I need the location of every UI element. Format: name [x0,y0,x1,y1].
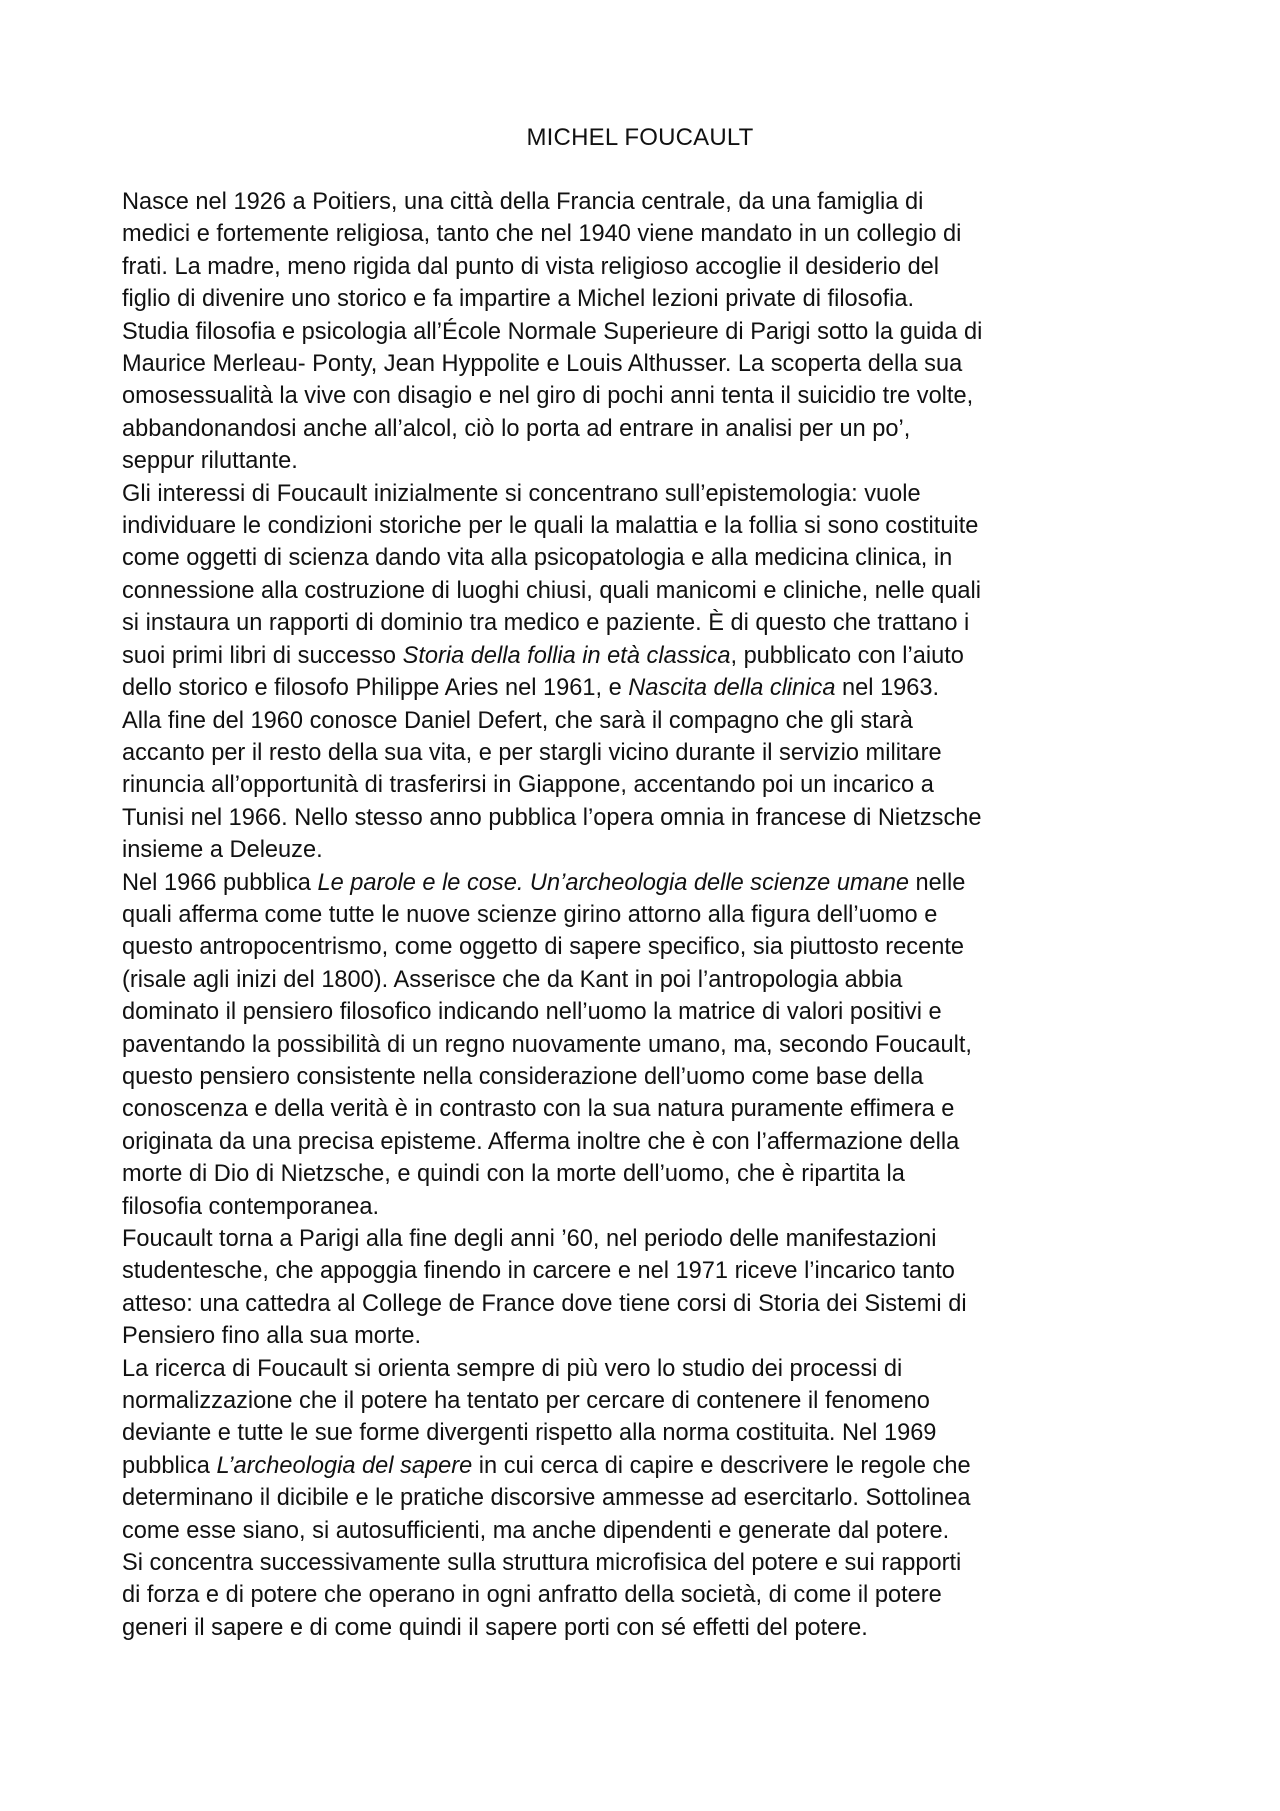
text-segment: Maurice Merleau- Ponty, Jean Hyppolite e Louis Althusser. La scoperta della sua [122,351,963,378]
text-segment: quali afferma come tutte le nuove scienze girino attorno alla figura dell’uomo e [122,901,938,928]
book-title: Storia della follia in età classica [402,642,731,669]
text-segment: generi il sapere e di come quindi il sapere porti con sé effetti del potere. [122,1614,868,1641]
text-line [122,1061,1170,1093]
text-segment: La ricerca di Foucault si orienta sempre di più vero lo studio dei processi di [122,1355,903,1382]
text-segment: Alla fine del 1960 conosce Daniel Defert, che sarà il compagno che gli starà [122,707,913,734]
text-line [122,1255,1170,1287]
text-line [122,1093,1170,1125]
text-line [122,1191,1170,1223]
text-segment: Pensiero fino alla sua morte. [122,1323,422,1350]
text-line [122,218,1170,250]
text-segment: abbandonandosi anche all’alcol, ciò lo porta ad entrare in analisi per un po’, [122,415,911,442]
text-segment: questo pensiero consistente nella considerazione dell’uomo come base della [122,1063,924,1090]
text-segment: insieme a Deleuze. [122,837,323,864]
text-line [122,1579,1170,1611]
text-line [122,931,1170,963]
text-line [122,1029,1170,1061]
text-segment: accanto per il resto della sua vita, e per stargli vicino durante il servizio militare [122,739,942,766]
text-segment: si instaura un rapporti di dominio tra medico e paziente. È di questo che trattano i [122,610,970,637]
text-line [122,251,1170,283]
text-line [122,1385,1170,1417]
text-line [122,996,1170,1028]
text-segment: (risale agli inizi del 1800). Asserisce che da Kant in poi l’antropologia abbia [122,966,903,993]
text-line [122,1515,1170,1547]
text-segment: Nel 1966 pubblica [122,869,318,896]
text-segment: questo antropocentrismo, come oggetto di sapere specifico, sia piuttosto recente [122,934,964,961]
text-segment: nel 1963. [835,675,940,702]
text-line [122,413,1170,445]
text-line [122,1417,1170,1449]
text-segment: pubblica [122,1452,217,1479]
text-line [122,672,1170,704]
text-segment: paventando la possibilità di un regno nuovamente umano, ma, secondo Foucault, [122,1031,972,1058]
text-line [122,478,1170,510]
text-line [122,316,1170,348]
text-segment: morte di Dio di Nietzsche, e quindi con la morte dell’uomo, che è ripartita la [122,1161,905,1188]
text-line [122,964,1170,996]
text-line [122,1288,1170,1320]
text-line [122,1223,1170,1255]
text-segment: atteso: una cattedra al College de France dove tiene corsi di Storia dei Sistemi di [122,1290,967,1317]
text-segment: seppur riluttante. [122,448,298,475]
text-segment: suoi primi libri di successo [122,642,403,669]
text-segment: Gli interessi di Foucault inizialmente si concentrano sull’epistemologia: vuole [122,480,921,507]
text-segment: individuare le condizioni storiche per le quali la malattia e la follia si sono costituite [122,513,979,540]
page-title: MICHEL FOUCAULT [526,124,754,151]
book-title: L’archeologia del sapere [216,1452,473,1479]
text-line [122,1482,1170,1514]
text-line [122,802,1170,834]
text-segment: di forza e di potere che operano in ogni anfratto della società, di come il potere [122,1582,942,1609]
text-segment: Tunisi nel 1966. Nello stesso anno pubblica l’opera omnia in francese di Nietzsche [122,804,982,831]
text-segment: in cui cerca di capire e descrivere le regole che [472,1452,971,1479]
text-line [122,445,1170,477]
text-segment: Foucault torna a Parigi alla fine degli anni ’60, nel periodo delle manifestazioni [122,1226,937,1252]
text-line [122,542,1170,574]
text-segment: come esse siano, si autosufficienti, ma anche dipendenti e generate dal potere. [122,1517,950,1544]
text-line [122,348,1170,380]
text-line [122,1612,1170,1644]
text-segment: Si concentra successivamente sulla struttura microfisica del potere e sui rapporti [122,1550,962,1577]
text-line [122,1353,1170,1385]
text-segment: conoscenza e della verità è in contrasto con la sua natura puramente effimera e [122,1096,955,1123]
text-segment: normalizzazione che il potere ha tentato per cercare di contenere il fenomeno [122,1388,930,1415]
text-segment: Studia filosofia e psicologia all’École Normale Superieure di Parigi sotto la guida di [122,318,983,345]
text-line [122,380,1170,412]
text-segment: nelle [908,869,966,896]
text-line [122,867,1170,899]
text-segment: dello storico e filosofo Philippe Aries nel 1961, e [122,675,629,702]
book-title: Le parole e le cose. Un’archeologia delle scienze umane [317,869,909,896]
text-line [122,769,1170,801]
text-line [122,607,1170,639]
text-line [122,834,1170,866]
text-segment: originata da una precisa episteme. Afferma inoltre che è con l’affermazione della [122,1128,960,1155]
text-segment: omosessualità la vive con disagio e nel giro di pochi anni tenta il suicidio tre volte, [122,383,974,410]
text-line [122,640,1170,672]
text-segment: rinuncia all’opportunità di trasferirsi in Giappone, accentando poi un incarico a [122,772,934,799]
text-line [122,737,1170,769]
text-segment: figlio di divenire uno storico e fa impartire a Michel lezioni private di filosofia. [122,286,915,313]
text-segment: filosofia contemporanea. [122,1193,380,1220]
text-segment: connessione alla costruzione di luoghi chiusi, quali manicomi e cliniche, nelle quali [122,577,982,604]
text-line [122,1547,1170,1579]
text-segment: come oggetti di scienza dando vita alla psicopatologia e alla medicina clinica, in [122,545,953,572]
text-segment: medici e fortemente religiosa, tanto che nel 1940 viene mandato in un collegio di [122,221,962,248]
text-line [122,1158,1170,1190]
text-line [122,283,1170,315]
text-segment: , pubblicato con l’aiuto [730,642,964,669]
text-line [122,1320,1170,1352]
text-line [122,186,1170,218]
text-line [122,1450,1170,1482]
text-line [122,1126,1170,1158]
text-line [122,899,1170,931]
text-segment: determinano il dicibile e le pratiche discorsive ammesse ad esercitarlo. Sottolinea [122,1485,971,1512]
text-segment: dominato il pensiero filosofico indicando nell’uomo la matrice di valori positivi e [122,999,942,1026]
text-segment: studentesche, che appoggia finendo in carcere e nel 1971 riceve l’incarico tanto [122,1258,955,1285]
text-segment: frati. La madre, meno rigida dal punto di vista religioso accoglie il desiderio del [122,253,940,280]
body-text [122,186,1170,1644]
text-segment: Nasce nel 1926 a Poitiers, una città della Francia centrale, da una famiglia di [122,189,924,215]
text-line [122,575,1170,607]
text-line [122,705,1170,737]
text-segment: deviante e tutte le sue forme divergenti rispetto alla norma costituita. Nel 1969 [122,1420,937,1447]
book-title: Nascita della clinica [628,675,836,702]
text-line [122,510,1170,542]
